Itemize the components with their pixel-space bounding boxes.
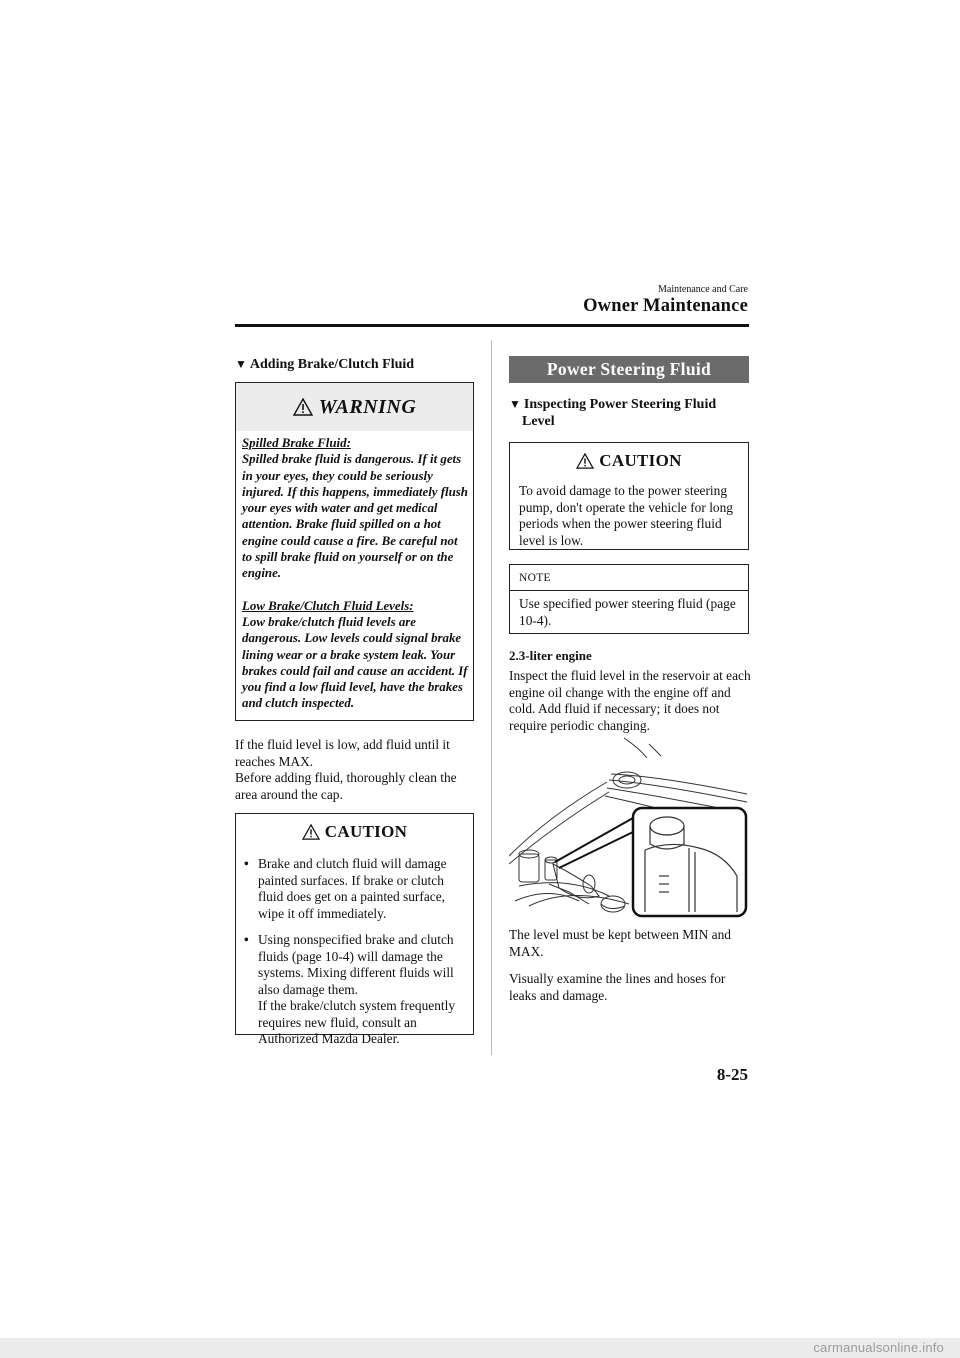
caution-item: • Brake and clutch fluid will damage painted surfaces. If brake or clutch fluid does get on a painted surface, wipe it off immediately. [258, 856, 467, 922]
section-banner-power-steering: Power Steering Fluid [509, 356, 749, 383]
caution-list [236, 856, 473, 1058]
caution-item: • Using nonspecified brake and clutch fluids (page 10-4) will damage the systems. Mixing different fluids will also damage them. If the brake/clutch system frequently requires new fluid, consult an Authorized Mazda Dealer. [258, 932, 467, 1048]
section-label: Maintenance and Care [658, 284, 748, 295]
note-label: NOTE [510, 565, 748, 591]
watermark-text: carmanualsonline.info [813, 1340, 944, 1355]
header-rule [235, 324, 749, 327]
warning-triangle-icon [576, 453, 594, 469]
engine-bay-illustration [509, 736, 749, 918]
caution-box-brake [235, 813, 474, 1046]
page-number: 8-25 [716, 1065, 748, 1084]
paragraph-level-range: The level must be kept between MIN and MAX. [509, 927, 731, 959]
warning-sub2-text: Low brake/clutch fluid levels are dangerous. Low levels could signal brake lining wear or a brake system leak. Your brakes could fail and cause an accident. If you find a low fluid level, have the brakes and clutch inspected. [242, 614, 468, 711]
page-title: Owner Maintenance [583, 296, 748, 316]
warning-label: WARNING [318, 395, 417, 418]
triangle-down-icon: ▼ [509, 397, 521, 411]
paragraph-low-level: If the fluid level is low, add fluid until it reaches MAX. Before adding fluid, thoroughly clean the area around the cap. [235, 737, 457, 802]
warning-body [242, 435, 469, 712]
caution-box-power-steering [509, 442, 749, 550]
warning-header [236, 383, 473, 431]
caution-header [510, 451, 748, 471]
caution-text: To avoid damage to the power steering pump, don't operate the vehicle for long periods when the power steering fluid level is low. [519, 483, 733, 548]
column-divider [491, 340, 492, 1055]
warning-sub1-text: Spilled brake fluid is dangerous. If it gets in your eyes, they could be seriously injured. If this happens, immediately flush your eyes with water and get medical attention. Brake fluid spilled on a hot engine could cause a fire. Be careful not to spill brake fluid on yourself or on the engine. [242, 452, 468, 581]
paragraph-inspect-level: Inspect the fluid level in the reservoir at each engine oil change with the engine off and cold. Add fluid if necessary; it does not require periodic changing. [509, 668, 751, 733]
warning-triangle-icon [302, 824, 320, 840]
triangle-down-icon: ▼ [235, 357, 247, 371]
note-box [509, 564, 749, 634]
caution-header [236, 822, 473, 842]
heading-adding-brake-fluid: ▼ Adding Brake/Clutch Fluid [235, 357, 415, 372]
warning-sub1-title: Spilled Brake Fluid: [242, 436, 351, 450]
warning-box [235, 382, 474, 721]
engine-label: 2.3-liter engine [509, 648, 592, 663]
watermark-bar [0, 1338, 960, 1358]
paragraph-examine-hoses: Visually examine the lines and hoses for leaks and damage. [509, 971, 726, 1003]
caution-label: CAUTION [599, 451, 682, 470]
heading-inspecting-power-steering: ▼ Inspecting Power Steering Fluid Level [509, 397, 717, 429]
caution-label: CAUTION [324, 822, 408, 841]
note-text: Use specified power steering fluid (page 10-4). [519, 596, 736, 628]
warning-triangle-icon [293, 398, 313, 416]
warning-sub2-title: Low Brake/Clutch Fluid Levels: [242, 598, 414, 613]
